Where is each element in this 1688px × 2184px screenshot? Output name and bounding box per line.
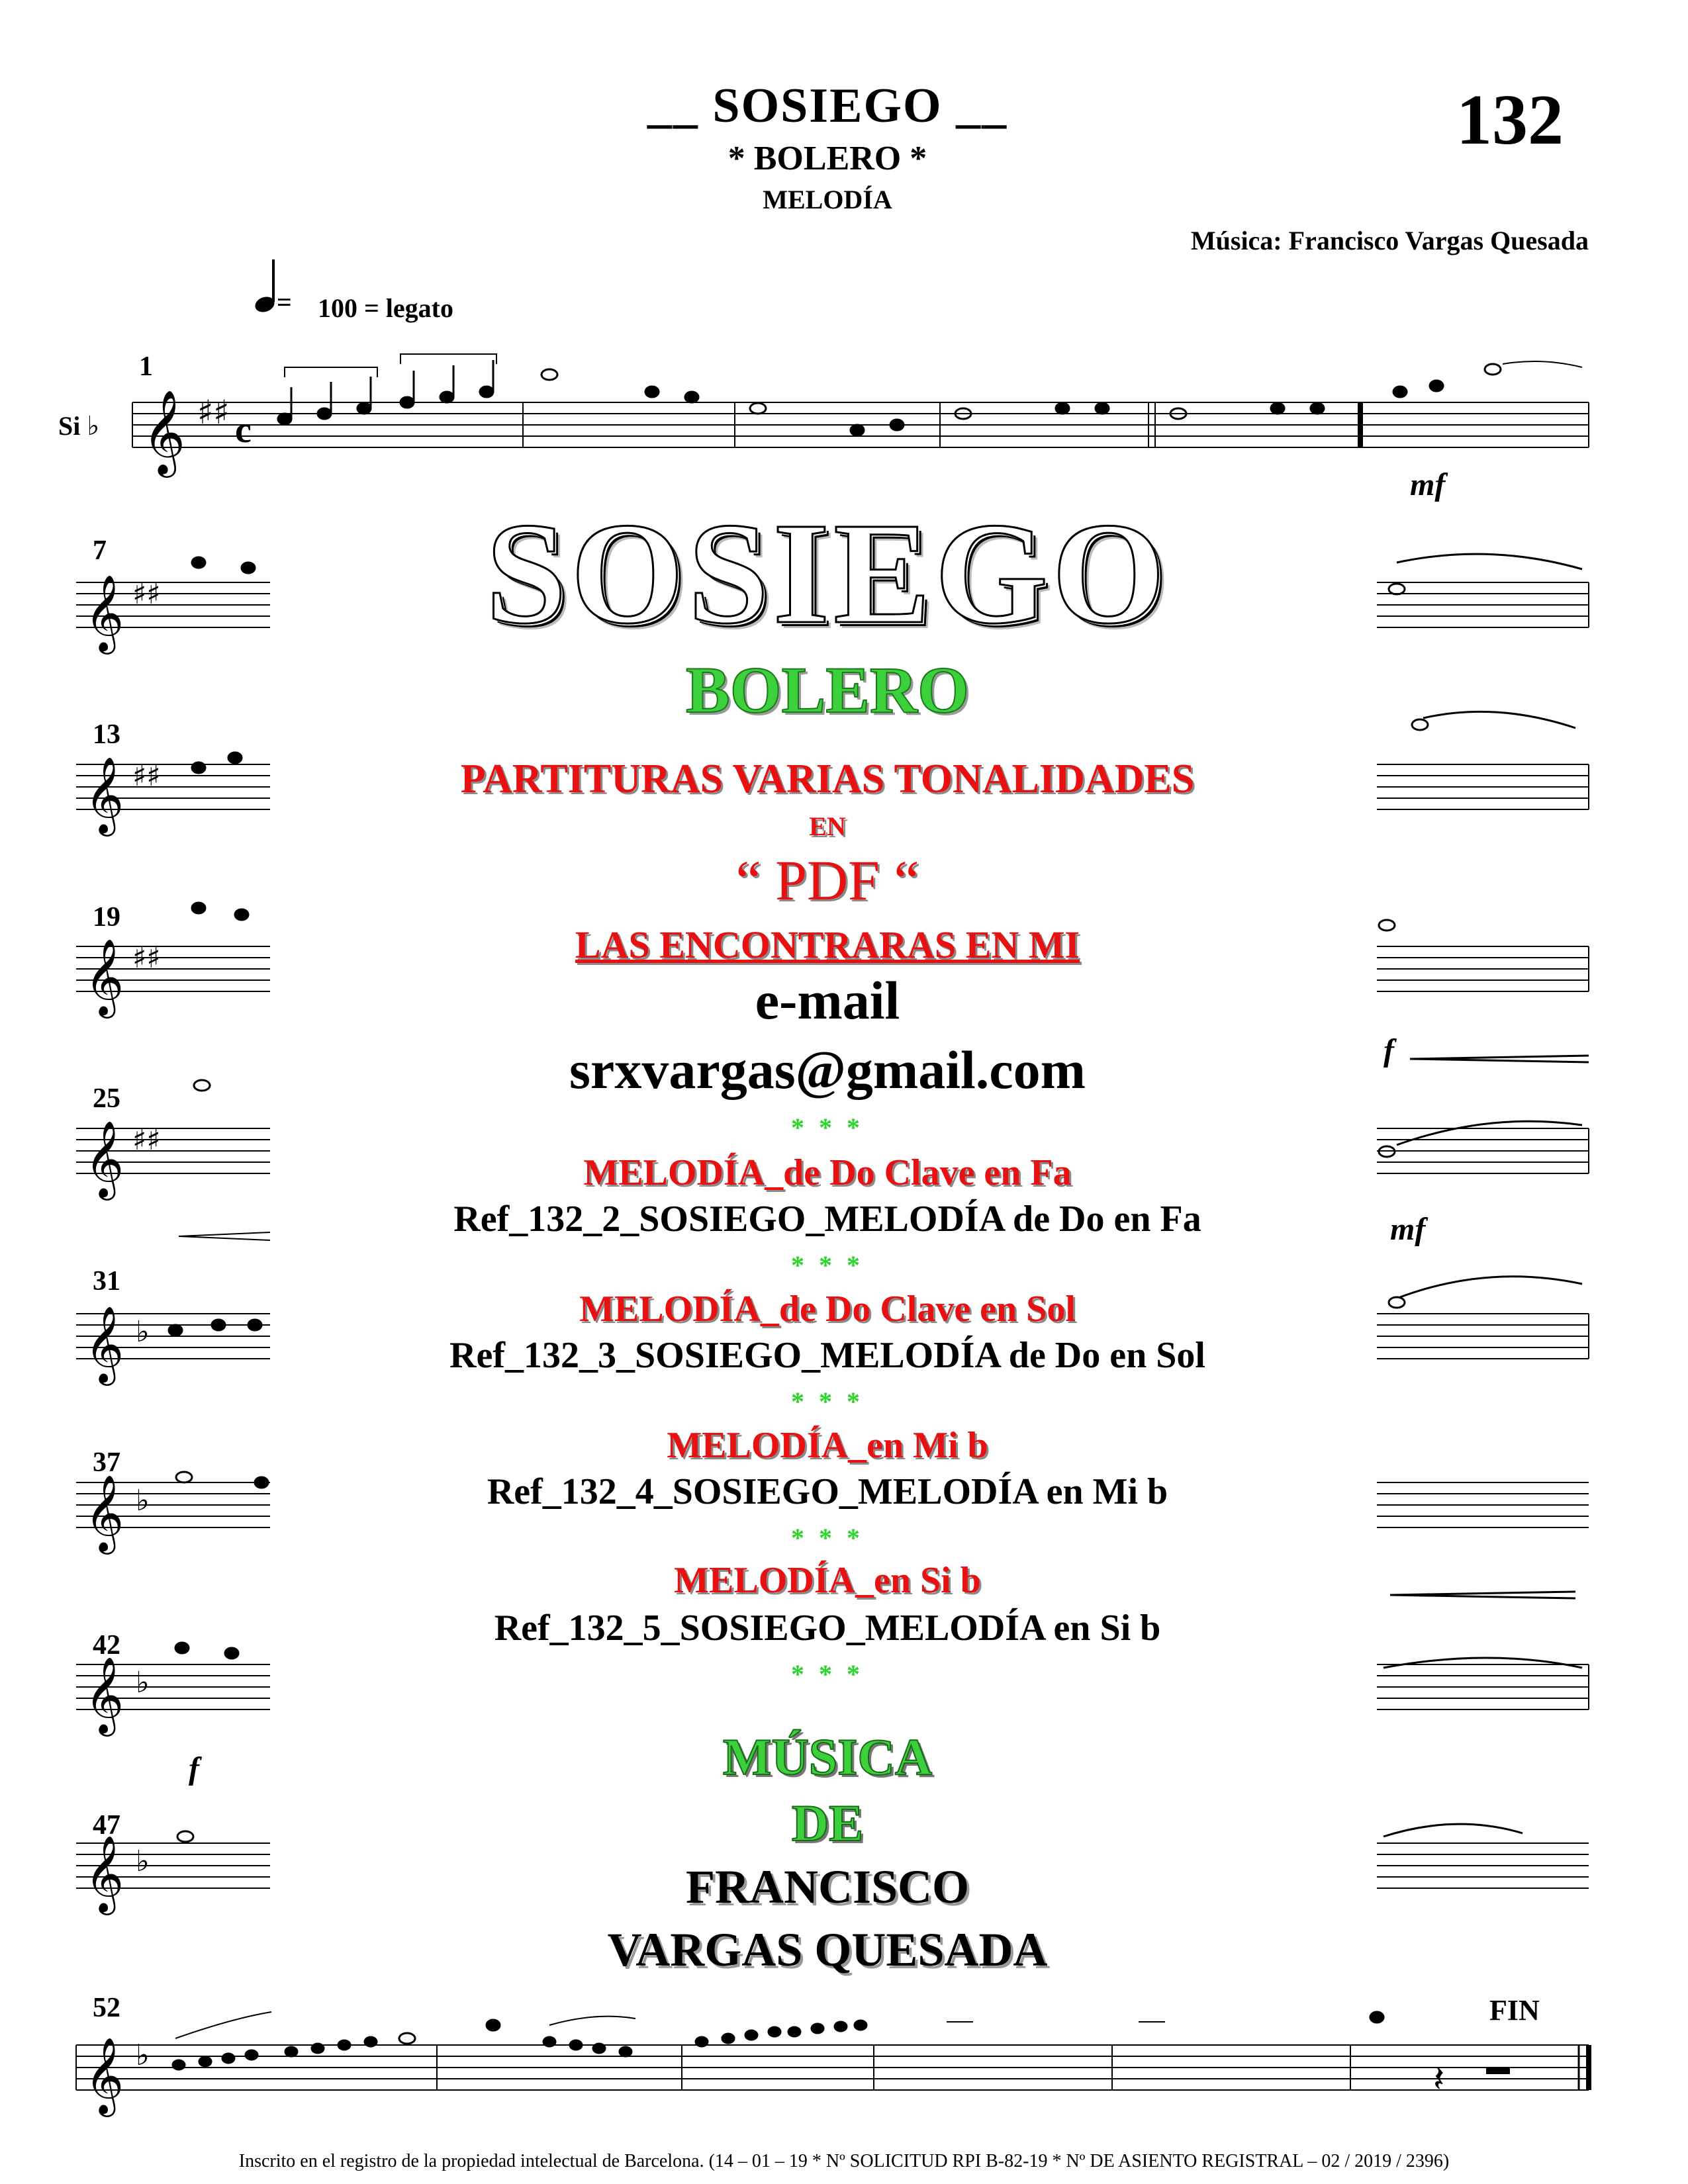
tempo-marking: 100 = legato [318, 293, 453, 323]
measure-number: 31 [93, 1266, 120, 1297]
measure-number: 25 [93, 1083, 120, 1114]
svg-text:𝄞: 𝄞 [85, 1656, 124, 1733]
svg-text:♯♯: ♯♯ [132, 941, 161, 975]
dynamic-mf: mf [1410, 467, 1446, 502]
version-ref: Ref_132_5_SOSIEGO_MELODÍA en Si b [494, 1608, 1161, 1649]
measure-number: 7 [93, 535, 107, 566]
version-heading: MELODÍA_de Do Clave en Fa [583, 1152, 1072, 1193]
svg-text:♯♯: ♯♯ [132, 1123, 161, 1157]
overlay-first-name: FRANCISCO [685, 1860, 970, 1913]
staff-1-slurs [285, 354, 1582, 377]
page-title: __ SOSIEGO __ [647, 79, 1008, 133]
svg-text:𝄞: 𝄞 [85, 1305, 124, 1383]
email-address[interactable]: srxvargas@gmail.com [569, 1040, 1086, 1100]
overlay-genre: BOLERO [686, 653, 969, 727]
dynamic-f: f [189, 1751, 199, 1786]
overlay-title: SOSIEGO [485, 492, 1170, 654]
staff-52-notes [173, 2012, 1383, 2070]
svg-text:𝄞: 𝄞 [85, 1835, 124, 1912]
treble-clef-icon: 𝄞 [85, 2036, 124, 2114]
svg-text:𝄞: 𝄞 [85, 938, 124, 1015]
svg-text:♭: ♭ [136, 1666, 150, 1700]
overlay-line-partituras: PARTITURAS VARIAS TONALIDADES [460, 756, 1195, 801]
fin-marking: FIN [1489, 1994, 1540, 2026]
version-ref: Ref_132_4_SOSIEGO_MELODÍA en Mi b [487, 1471, 1168, 1512]
measure-number: 37 [93, 1447, 120, 1478]
staff-1-notes [278, 360, 1501, 435]
tempo-note-icon [253, 259, 292, 317]
left-notes [169, 557, 268, 1842]
svg-text:𝄞: 𝄞 [85, 574, 124, 651]
measure-number: 42 [93, 1630, 120, 1661]
subsubtitle: MELODÍA [763, 185, 892, 214]
overlay-musica: MÚSICA [722, 1728, 933, 1786]
email-label: e-mail [755, 970, 900, 1030]
right-notes [1379, 554, 1589, 1837]
left-clefs [85, 574, 124, 1915]
version-ref: Ref_132_2_SOSIEGO_MELODÍA de Do en Fa [453, 1199, 1201, 1240]
quarter-rest-icon: 𝄽 [1433, 2058, 1445, 2101]
common-time-icon: c [235, 410, 252, 451]
separator-stars: * * * [791, 1659, 864, 1689]
svg-text:𝄞: 𝄞 [85, 756, 124, 833]
half-rest-icon [1486, 2068, 1510, 2074]
overlay-pdf: “ PDF “ [735, 848, 919, 912]
treble-clef-icon: 𝄞 [142, 389, 186, 474]
svg-text:♭: ♭ [136, 1315, 150, 1349]
sharp-icon: ♯♯ [197, 393, 230, 432]
svg-text:♯♯: ♯♯ [132, 759, 161, 793]
overlay-en: EN [809, 811, 846, 841]
measure-number: 52 [93, 1993, 120, 2023]
svg-text:♭: ♭ [136, 1844, 150, 1878]
instrument-label: Si ♭ [58, 411, 100, 441]
measure-number: 19 [93, 902, 120, 933]
composer-credit: Música: Francisco Vargas Quesada [1190, 226, 1589, 255]
separator-stars: * * * [791, 1523, 864, 1553]
svg-text:𝄞: 𝄞 [85, 1120, 124, 1197]
staff-52-slurs [175, 2012, 1165, 2038]
subtitle: * BOLERO * [727, 140, 927, 177]
overlay-de: DE [791, 1794, 864, 1852]
svg-text:=: = [277, 287, 292, 317]
dynamic-f: f [1383, 1033, 1394, 1068]
svg-text:𝄞: 𝄞 [85, 1474, 124, 1551]
measure-number: 1 [139, 351, 153, 382]
page-number: 132 [1456, 81, 1564, 159]
overlay-last-name: VARGAS QUESADA [607, 1923, 1048, 1976]
version-heading: MELODÍA_en Si b [674, 1560, 981, 1601]
svg-text:♭: ♭ [136, 1484, 150, 1518]
copyright-footer: Inscrito en el registro de la propiedad intelectual de Barcelona. (14 – 01 – 19 * Nº SOLICITUD RPI B-82-19 * Nº DE ASIENTO REGISTRAL – 02 / 2019 / 2396) [238, 2151, 1450, 2171]
left-hairpins [179, 1232, 270, 1240]
flat-icon: ♭ [136, 2038, 150, 2072]
svg-text:♯♯: ♯♯ [132, 577, 161, 611]
dynamic-mf: mf [1390, 1212, 1426, 1247]
separator-stars: * * * [791, 1250, 864, 1280]
measure-number: 47 [93, 1810, 120, 1841]
left-key-signatures [132, 577, 161, 1878]
measure-number: 13 [93, 719, 120, 750]
version-ref: Ref_132_3_SOSIEGO_MELODÍA de Do en Sol [449, 1335, 1205, 1376]
separator-stars: * * * [791, 1387, 864, 1416]
overlay-encontraras: LAS ENCONTRARAS EN MI [575, 923, 1080, 966]
separator-stars: * * * [791, 1113, 864, 1142]
version-heading: MELODÍA_de Do Clave en Sol [579, 1289, 1076, 1330]
staff-52 [76, 2045, 1589, 2090]
version-heading: MELODÍA_en Mi b [667, 1425, 988, 1466]
